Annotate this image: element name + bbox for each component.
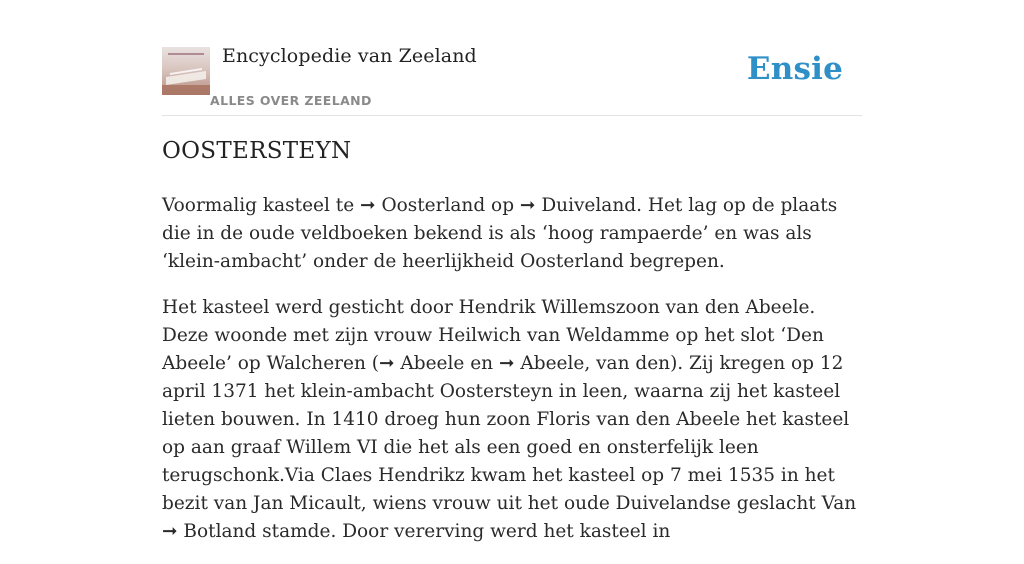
zeeland-logo-icon[interactable]: [162, 47, 210, 95]
link-label: Botland: [177, 521, 257, 542]
text: Het kasteel werd gesticht door Hendrik Willemszoon van den Abeele. Deze woonde met zijn vrouw Heilwich van Weldamme op het slot ‘Den Abeele’ op Walcheren (: [162, 297, 824, 374]
article-title: OOSTERSTEYN: [162, 138, 352, 164]
link-label: Oosterland: [375, 195, 486, 216]
arrow-icon: ➞: [378, 353, 395, 374]
link-label: Abeele, van den: [514, 353, 671, 374]
cross-reference-link[interactable]: [360, 195, 485, 216]
paragraph-1: [162, 192, 862, 276]
content-container: [162, 0, 862, 542]
cross-reference-link[interactable]: [499, 353, 670, 374]
arrow-icon: ➞: [360, 195, 376, 216]
link-label: Duiveland: [535, 195, 637, 216]
article-body: [162, 192, 862, 564]
cross-reference-link[interactable]: [162, 521, 256, 542]
arrow-icon: ➞: [498, 353, 515, 374]
text: . Het lag op de plaats die in de oude veldboeken bekend is als ‘hoog rampaerde’ en was als ‘klein-ambacht’ onder de heerlijkheid Oosterland begrepen.: [162, 195, 838, 272]
text: ). Zij kregen op 12 april 1371 het klein-ambacht Oostersteyn in leen, waarna zij het kasteel lieten bouwen. In 1410 droeg hun zoon Floris van den Abeele het kasteel op aan graaf Willem VI die het als een goed en onsterfelijk leen terugschonk.Via Claes Hendrikz kwam het kasteel op 7 mei 1535 in het bezit van Jan Micault, wiens vrouw uit het oude Duivelandse geslacht Van: [162, 353, 857, 514]
text: op: [485, 195, 520, 216]
cross-reference-link[interactable]: [379, 353, 464, 374]
link-label: Abeele: [394, 353, 465, 374]
arrow-icon: ➞: [162, 521, 178, 542]
arrow-icon: ➞: [519, 195, 536, 216]
ensie-brand-logo[interactable]: Ensie: [746, 51, 843, 87]
paragraph-2: [162, 294, 862, 546]
cross-reference-link[interactable]: [520, 195, 636, 216]
text: en: [464, 353, 499, 374]
text: stamde. Door vererving werd het kasteel in: [256, 521, 671, 542]
site-tagline: ALLES OVER ZEELAND: [210, 93, 372, 108]
text: Voormalig kasteel te: [162, 195, 361, 216]
site-header: [162, 0, 862, 116]
site-title[interactable]: Encyclopedie van Zeeland: [222, 45, 477, 67]
